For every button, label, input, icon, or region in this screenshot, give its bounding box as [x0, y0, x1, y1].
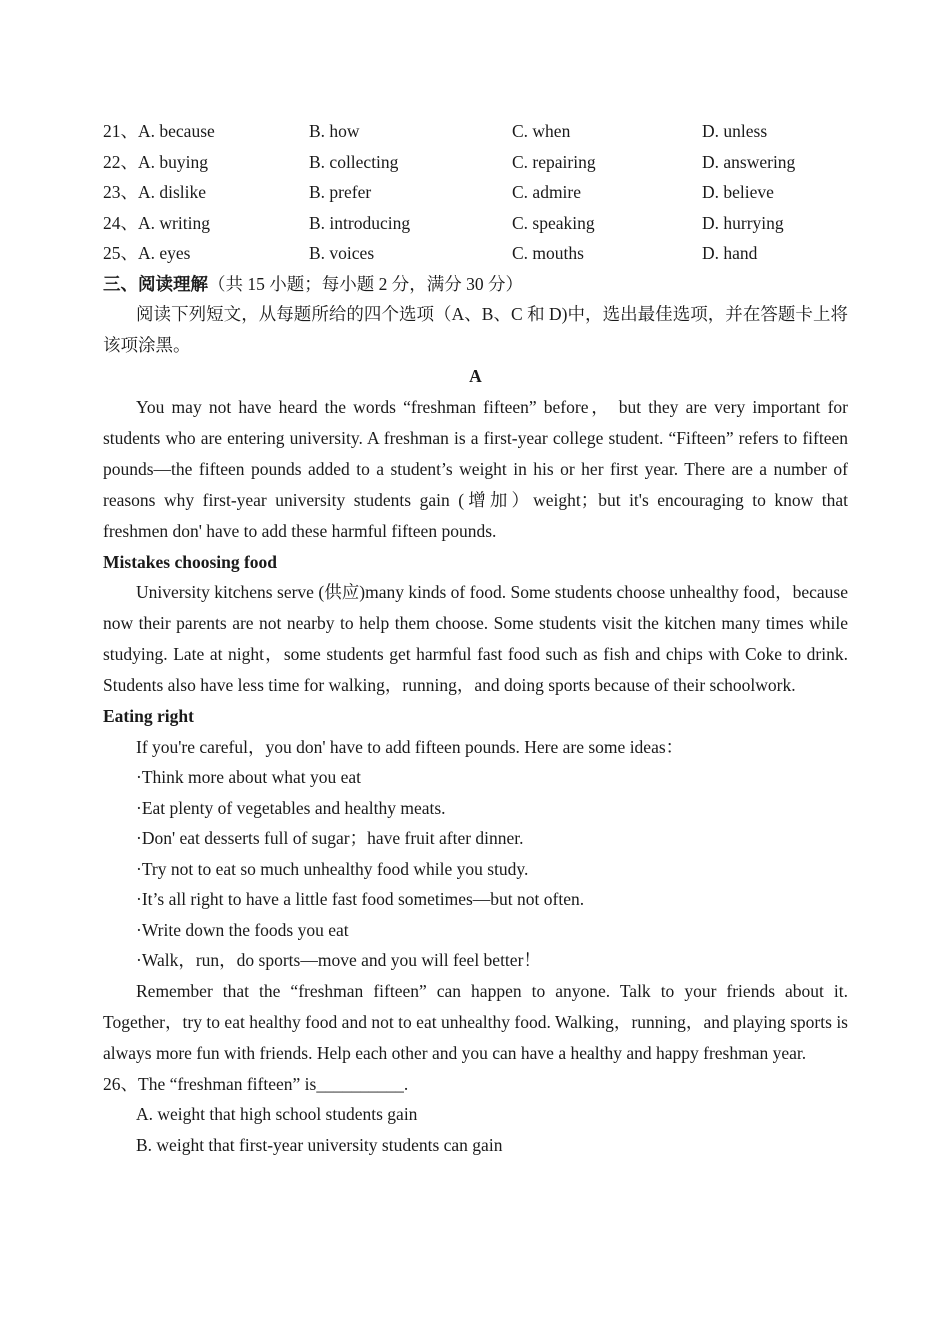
option-b: B. collecting: [309, 151, 399, 172]
idea-item: ·Eat plenty of vegetables and healthy meats.: [136, 797, 446, 818]
paragraph-mistakes: University kitchens serve (供应)many kinds of food. Some students choose unhealthy food，because now their parents are not nearby to help them choose. Some students visit the kitchen many times while studying. Late at night，some students get harmful fast food such as fish and chips with Coke to drink. Students also have less time for walking，running，and doing sports because of their schoolwork.: [103, 582, 848, 695]
option-row-24: [103, 208, 848, 239]
idea-item: ·It’s all right to have a little fast food sometimes—but not often.: [136, 889, 585, 909]
subheading-mistakes: Mistakes choosing food: [103, 551, 278, 572]
option-a: 21、A. because: [103, 121, 215, 141]
option-c: C. when: [512, 121, 571, 141]
passage-intro: You may not have heard the words “freshman fifteen” before， but they are very important for students who are entering university. A freshman is a first-year college student. “Fifteen” refers to fifteen pounds—the fifteen pounds added to a student’s weight in his or her first year. There are a number of reasons why first-year university students gain (增加）weight；but it's encouraging to know that freshmen don' have to add these harmful fifteen pounds.: [103, 396, 848, 541]
option-d: D. believe: [702, 182, 774, 202]
section-instruction: 阅读下列短文，从每题所给的四个选项（A、B、C 和 D)中，选出最佳选项，并在答题卡上将该项涂黑。: [103, 304, 848, 355]
question-26-option-a: A. weight that high school students gain: [136, 1104, 418, 1124]
option-b: B. how: [309, 121, 360, 141]
idea-item: ·Try not to eat so much unhealthy food while you study.: [136, 858, 529, 879]
idea-item: ·Write down the foods you eat: [136, 919, 349, 940]
ideas-intro: If you're careful，you don' have to add fifteen pounds. Here are some ideas：: [136, 736, 684, 757]
subheading-eating-right: Eating right: [103, 706, 194, 726]
option-c: C. mouths: [512, 243, 584, 263]
exam-page: [103, 116, 848, 1160]
option-d: D. hurrying: [702, 212, 784, 233]
paragraph-conclusion: Remember that the “freshman fifteen” can happen to anyone. Talk to your friends about it. Together，try to eat healthy food and not to eat unhealthy food. Walking，running，and playing sports is always more fun with friends. Help each other and you can have a healthy and happy freshman year.: [103, 980, 848, 1063]
option-b: B. voices: [309, 243, 375, 263]
option-a: 24、A. writing: [103, 212, 210, 233]
question-26-stem: 26、The “freshman fifteen” is__________.: [103, 1073, 409, 1094]
section-heading: [103, 269, 848, 300]
option-row-23: [103, 177, 848, 208]
option-row-21: [103, 116, 848, 147]
idea-item: ·Walk，run，do sports—move and you will feel better！: [136, 950, 541, 970]
section-note: （共 15 小题；每小题 2 分，满分 30 分）: [208, 273, 523, 294]
option-b: B. prefer: [309, 182, 372, 202]
option-a: 25、A. eyes: [103, 243, 191, 263]
option-c: C. admire: [512, 182, 582, 202]
section-title: 三、阅读理解: [103, 273, 208, 294]
option-d: D. unless: [702, 121, 768, 141]
option-row-25: [103, 238, 848, 269]
option-c: C. repairing: [512, 151, 596, 172]
option-c: C. speaking: [512, 212, 595, 233]
option-a: 23、A. dislike: [103, 182, 207, 202]
option-d: D. answering: [702, 151, 796, 172]
idea-item: ·Think more about what you eat: [136, 767, 362, 787]
passage-letter: A: [469, 366, 482, 386]
option-b: B. introducing: [309, 212, 411, 233]
option-a: 22、A. buying: [103, 151, 208, 172]
question-26-option-b: B. weight that first-year university students can gain: [136, 1134, 503, 1155]
idea-item: ·Don' eat desserts full of sugar；have fruit after dinner.: [136, 828, 524, 848]
option-row-22: [103, 147, 848, 178]
option-d: D. hand: [702, 243, 758, 263]
